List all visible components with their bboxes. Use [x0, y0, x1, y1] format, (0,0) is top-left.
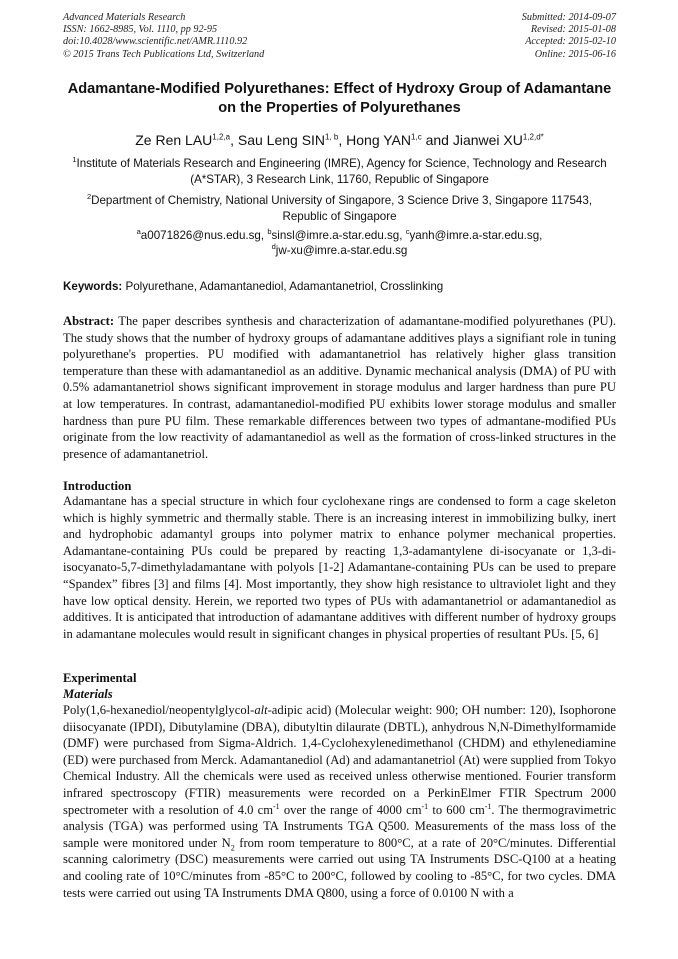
subscript: 2 [230, 843, 235, 853]
publication-dates [376, 12, 616, 61]
affiliation-1 [63, 156, 616, 187]
materials-text-part: -adipic acid) (Molecular weight: 900; OH number: 120), Isophorone diisocyanate (IPDI), Dibutylamine (DBA), dibutyltin dilaurate (DBTL), anhydrous N,N-Dimethylformamide (DMF) were purchased from Sigma-Aldrich. 1,4-Cyclohexylenedimethanol (CHDM) and ethylenediamine (ED) were purchased from Merck. Adamantanediol (Ad) and adamantanetriol (At) were supplied from Tokyo Chemical Industry. All the chemicals were used as received unless otherwise mentioned. Fourier transform infrared spectroscopy (FTIR) measurements were recorded on a PerkinElmer FTIR Spectrum 2000 spectrometer with a resolution of 4.0 cm [63, 703, 616, 817]
journal-info [63, 12, 383, 61]
affiliation-text: Institute of Materials Research and Engineering (IMRE), Agency for Science, Technology and Research (A*STAR), 3 Research Link, 11760, Republic of Singapore [76, 157, 607, 186]
materials-text-part: over the range of 4000 cm [279, 802, 422, 817]
email-marker: d [271, 242, 276, 252]
author-list [63, 131, 616, 149]
author-name: Jianwei XU [452, 132, 523, 148]
superscript: -1 [273, 801, 280, 811]
online-date: Online: 2015-06-16 [534, 48, 616, 60]
author-name: Hong YAN [346, 132, 412, 148]
keywords [63, 279, 616, 294]
email-address: yanh@imre.a-star.edu.sg, [409, 229, 543, 242]
email-marker: b [267, 227, 272, 237]
affiliation-marker: 1 [72, 155, 77, 165]
email-address: a0071826@nus.edu.sg, [140, 229, 268, 242]
affiliation-marker: 2 [86, 192, 92, 202]
author-separator: , [338, 132, 347, 148]
materials-heading: Materials [63, 687, 113, 701]
abstract [63, 313, 616, 462]
email-address: jw-xu@imre.a-star.edu.sg [275, 244, 408, 257]
journal-issn: ISSN: 1662-8985, Vol. 1110, pp 92-95 [63, 24, 218, 36]
author-affiliation-marker: 1,2,a [212, 132, 231, 142]
paper-title: Adamantane-Modified Polyurethanes: Effect of Hydroxy Group of Adamantane on the Properties of Polyurethanes [67, 81, 612, 116]
materials-text [63, 702, 616, 901]
author-affiliation-marker: 1,2,d* [522, 132, 544, 142]
materials-text-part: . The thermogravimetric analysis (TGA) was performed using TA Instruments TGA Q500. Measurements of the mass loss of the sample were monitored under N [63, 802, 616, 850]
materials-text-part: Poly(1,6-hexanediol/neopentylglycol- [63, 703, 255, 717]
accepted-date: Accepted: 2015-02-10 [525, 36, 616, 48]
affiliation-text: Department of Chemistry, National University of Singapore, 3 Science Drive 3, Singapore 117543, Republic of Singapore [91, 194, 593, 223]
materials-text-italic: alt [254, 703, 268, 717]
submitted-date: Submitted: 2014-09-07 [521, 12, 616, 23]
journal-name: Advanced Materials Research [63, 12, 186, 23]
email-marker: c [405, 227, 410, 237]
author-affiliation-marker: 1, b [325, 132, 339, 142]
experimental-heading: Experimental [63, 671, 137, 685]
keywords-label: Keywords: [63, 280, 123, 293]
email-marker: a [136, 227, 141, 237]
abstract-text: The paper describes synthesis and characterization of adamantane-modified polyurethanes (PU). The study shows that the number of hydroxy groups of adamantane additives plays a signifiant role in tuning polyurethane's properties. PU modified with adamantanetriol has relatively higher glass transition temperature than these with adamantanediol as an additive. Dynamic mechanical analysis (DMA) of PU with 0.5% adamantanetriol shows significant improvement in storage modulus and larger hardness than pure PU at low temperatures. In contrast, adamantanediol-modified PU exhibits lower storage modulus and smaller hardness than pure PU film. These remarkable differences between two types of admantane-modified PUs originate from the low reactivity of adamantanediol as well as the formation of cross-linked structures in the presence of adamantanetriol. [63, 314, 616, 461]
journal-doi: doi:10.4028/www.scientific.net/AMR.1110.92 [63, 36, 248, 48]
email-address: sinsl@imre.a-star.edu.sg, [271, 229, 406, 242]
keywords-text: Polyurethane, Adamantanediol, Adamantanetriol, Crosslinking [122, 280, 444, 293]
introduction-text: Adamantane has a special structure in which four cyclohexane rings are condensed to form a cage skeleton which is highly symmetric and thermally stable. There is an increasing interest in immobilizing bulky, inert and hydrophobic adamantyl groups into polymer matrix to enhance polymer mechanical properties. Adamantane-containing PUs could be prepared by reacting 1,3-adamantylene di-isocyanate or 1,3-di-isocyanato-5,7-dimethyladamantane with polyols [1-2] Adamantane-containing PUs can be used to prepare “Spandex” fibres [3] and films [4]. Most importantly, they show high resistance to ultraviolet light and they have low optical density. Herein, we reported two types of PUs with adamantanetriol or adamantanediol as additives. It is anticipated that introduction of adamantane additives with different number of hydroxy groups in adamantane molecules would result in significant changes in physical properties of resultant PUs. [5, 6] [63, 494, 616, 641]
author-affiliation-marker: 1,c [411, 132, 422, 142]
author-separator: and [421, 132, 453, 148]
revised-date: Revised: 2015-01-08 [530, 24, 616, 36]
author-name: Ze Ren LAU [135, 132, 213, 148]
affiliation-2 [63, 193, 616, 224]
author-separator: , [230, 132, 238, 148]
author-name: Sau Leng SIN [237, 132, 326, 148]
introduction-heading: Introduction [63, 479, 132, 493]
superscript: -1 [421, 801, 429, 811]
abstract-label: Abstract: [63, 314, 115, 328]
author-emails [63, 228, 616, 258]
materials-text-part: to 600 cm [428, 802, 485, 817]
superscript: -1 [484, 801, 492, 811]
journal-copyright: © 2015 Trans Tech Publications Ltd, Switzerland [63, 48, 265, 60]
materials-text-part: from room temperature to 800°C, at a rate of 20°C/minutes. Differential scanning calorimetry (DSC) measurements were carried out using TA Instruments DSC-Q100 at a heating and cooling rate of 10°C/minutes from -85°C to 200°C, followed by cooling to -85°C, for two cycles. DMA tests were carried out using TA Instruments DMA Q800, using a force of 0.0100 N with a [63, 835, 616, 900]
